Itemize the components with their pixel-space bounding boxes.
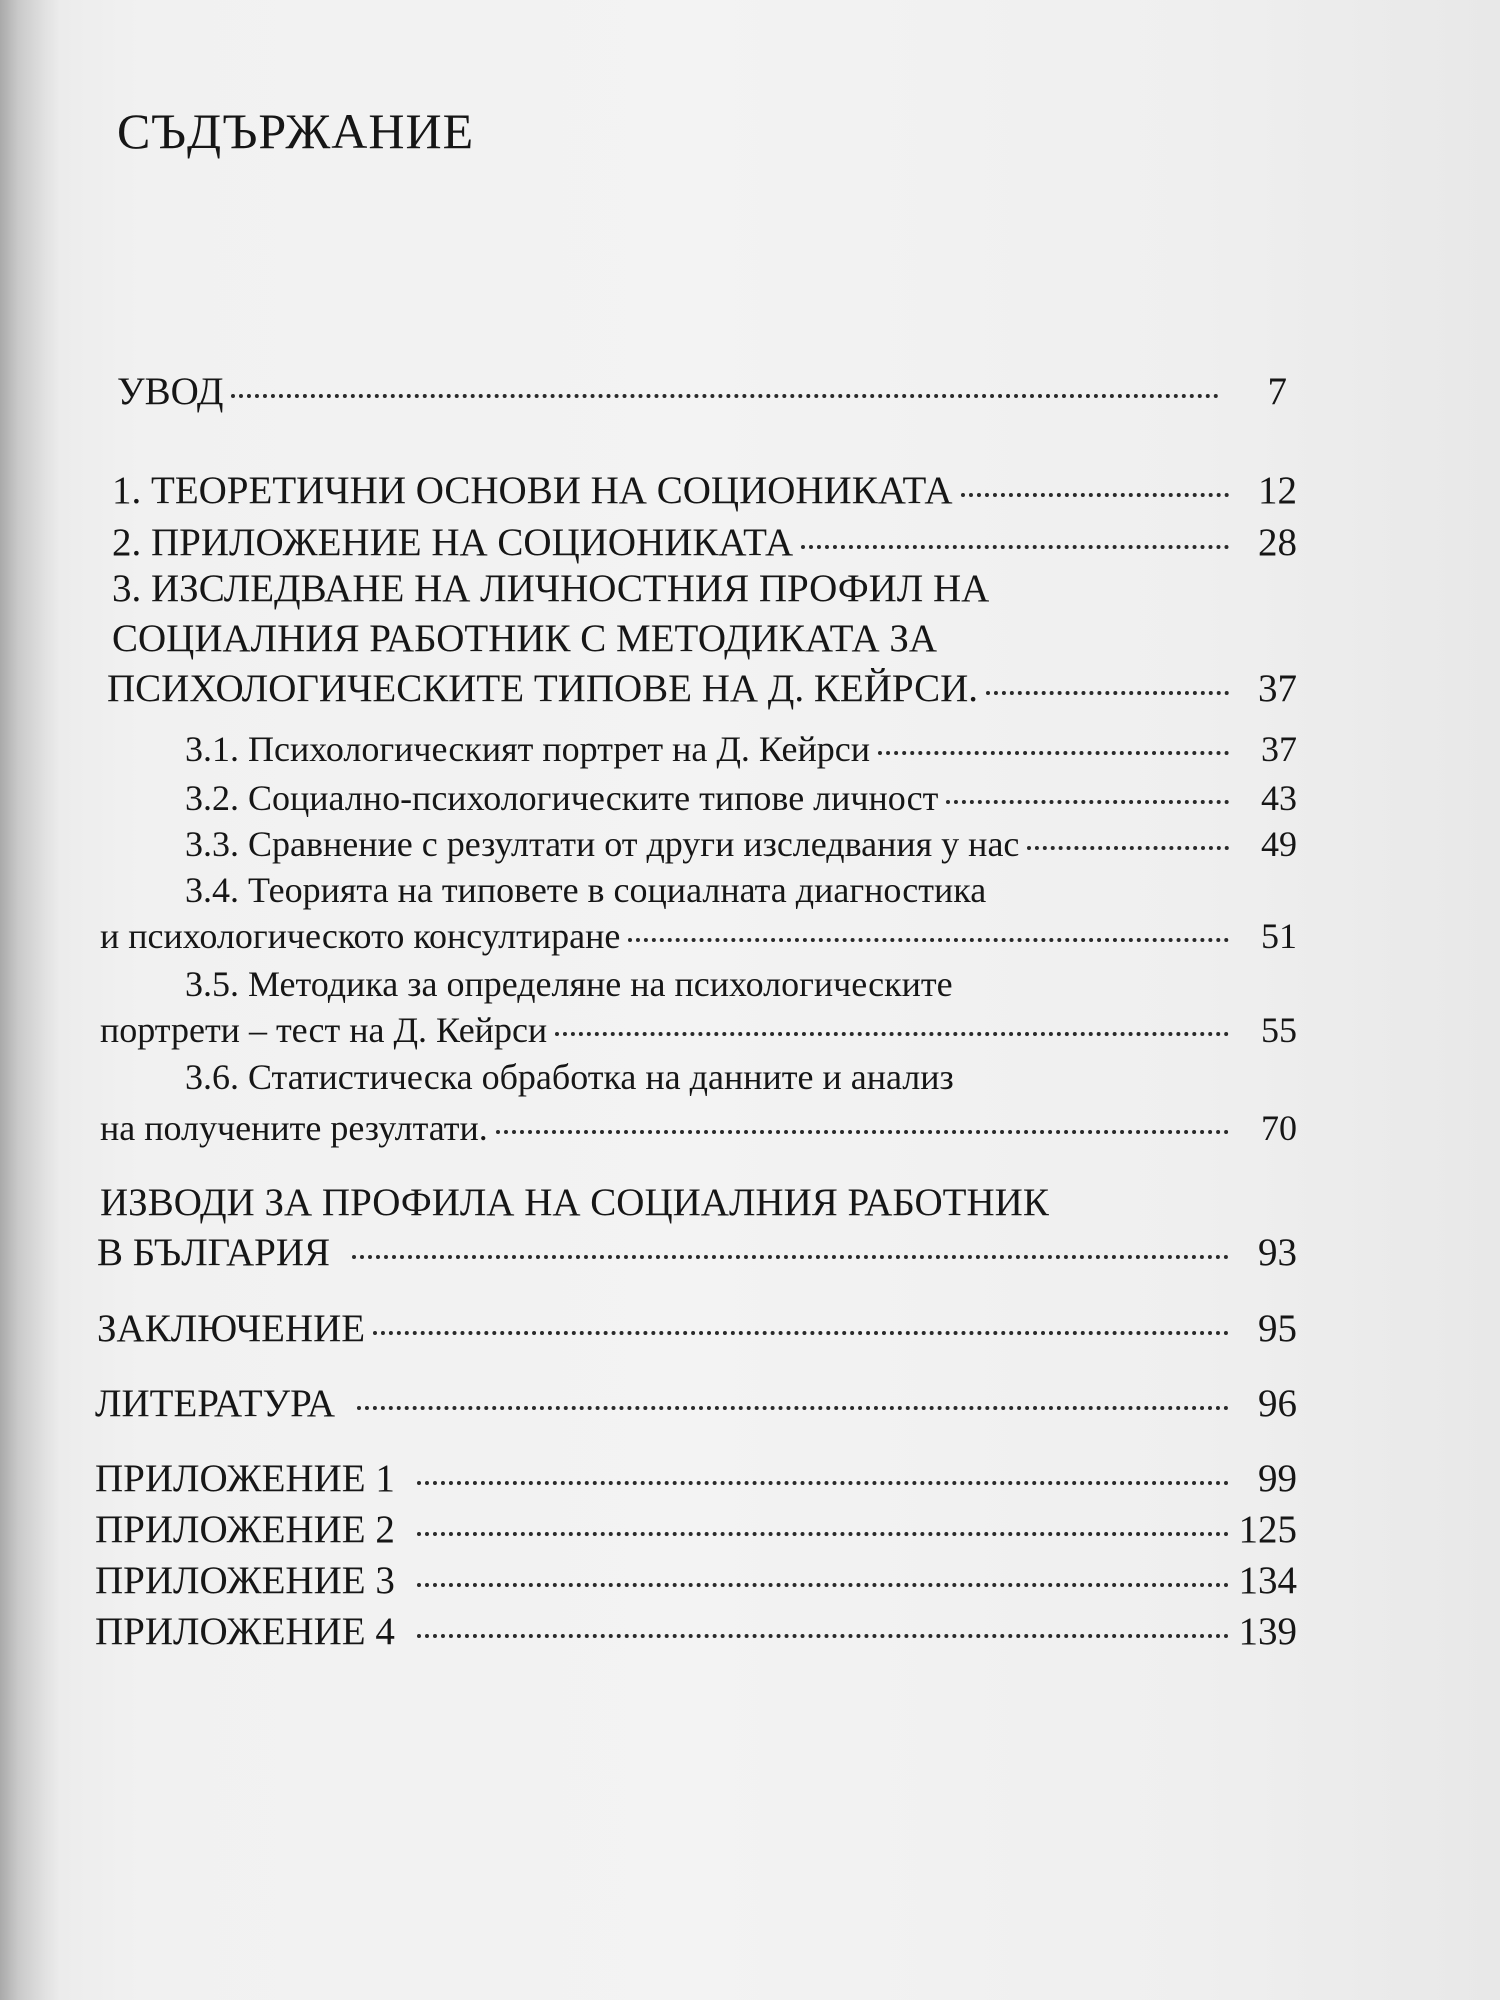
toc-page-number: 70	[1261, 1108, 1297, 1148]
toc-entry-section-3-5	[100, 1012, 1297, 1048]
toc-entry-appendix-2	[95, 1510, 1297, 1549]
toc-page-number: 49	[1261, 824, 1297, 864]
toc-page-number: 99	[1258, 1457, 1297, 1500]
toc-entry-label: 2. ПРИЛОЖЕНИЕ НА СОЦИОНИКАТА	[112, 521, 794, 564]
toc-page-number: 51	[1261, 916, 1297, 956]
toc-entry-chapter-3-line-2: СОЦИАЛНИЯ РАБОТНИК С МЕТОДИКАТА ЗА	[112, 617, 938, 660]
dot-leader	[1027, 846, 1229, 850]
toc-entry-label: на получените резултати.	[100, 1108, 488, 1148]
toc-page-number: 93	[1258, 1231, 1297, 1274]
toc-entry-section-3-6	[100, 1110, 1297, 1146]
toc-entry-label: В БЪЛГАРИЯ	[97, 1231, 330, 1274]
dot-leader	[555, 1032, 1229, 1036]
toc-entry-label: ПРИЛОЖЕНИЕ 2	[95, 1508, 395, 1551]
dot-leader	[417, 1583, 1229, 1587]
toc-entry-appendix-3	[95, 1561, 1297, 1600]
toc-entry-appendix-1	[95, 1459, 1297, 1498]
toc-page-number: 7	[1267, 370, 1287, 413]
toc-page-number: 37	[1261, 729, 1297, 769]
toc-page-number: 12	[1258, 469, 1297, 512]
toc-entry-section-3-6-line-1: 3.6. Статистическа обработка на данните и анализ	[185, 1057, 954, 1097]
toc-entry-label: и психологическото консултиране	[100, 916, 621, 956]
toc-entry-label: 3.1. Психологическият портрет на Д. Кейрси	[185, 729, 871, 769]
dot-leader	[801, 545, 1229, 549]
dot-leader	[496, 1130, 1229, 1134]
toc-page-number: 139	[1238, 1610, 1297, 1653]
toc-entry-label: ПРИЛОЖЕНИЕ 4	[95, 1610, 395, 1653]
dot-leader	[231, 394, 1219, 398]
dot-leader	[373, 1331, 1229, 1335]
toc-entry-label: ЗАКЛЮЧЕНИЕ	[97, 1307, 366, 1350]
toc-entry-label: 1. ТЕОРЕТИЧНИ ОСНОВИ НА СОЦИОНИКАТА	[112, 469, 953, 512]
toc-entry-label: ЛИТЕРАТУРА	[95, 1382, 335, 1425]
toc-entry-label: 3.2. Социално-психологическите типове личност	[185, 778, 939, 818]
toc-entry-label: ПРИЛОЖЕНИЕ 1	[95, 1457, 395, 1500]
toc-page-number: 37	[1258, 667, 1297, 710]
toc-entry-section-3-3	[185, 826, 1297, 862]
toc-page-number: 95	[1258, 1307, 1297, 1350]
toc-entry-label: портрети – тест на Д. Кейрси	[100, 1010, 548, 1050]
toc-page-number: 28	[1258, 521, 1297, 564]
toc-entry-conclusions-line-1: ИЗВОДИ ЗА ПРОФИЛА НА СОЦИАЛНИЯ РАБОТНИК	[100, 1181, 1049, 1224]
toc-entry-section-3-2	[185, 780, 1297, 816]
toc-entry-section-3-1	[185, 731, 1297, 767]
toc-entry-label: ПСИХОЛОГИЧЕСКИТЕ ТИПОВЕ НА Д. КЕЙРСИ.	[107, 667, 979, 710]
toc-entry-closing	[97, 1309, 1297, 1348]
toc-page-number: 125	[1238, 1508, 1297, 1551]
toc-entry-chapter-3	[107, 669, 1297, 708]
toc-page-number: 96	[1258, 1382, 1297, 1425]
dot-leader	[357, 1406, 1229, 1410]
page-title: СЪДЪРЖАНИЕ	[117, 103, 475, 159]
toc-entry-section-3-4-line-1: 3.4. Теорията на типовете в социалната диагностика	[185, 870, 987, 910]
dot-leader	[417, 1634, 1229, 1638]
dot-leader	[417, 1481, 1229, 1485]
toc-entry-chapter-3-line-1: 3. ИЗСЛЕДВАНЕ НА ЛИЧНОСТНИЯ ПРОФИЛ НА	[112, 567, 990, 610]
toc-entry-label: 3.3. Сравнение с резултати от други изследвания у нас	[185, 824, 1020, 864]
toc-page-number: 43	[1261, 778, 1297, 818]
page-binding-shadow	[0, 0, 46, 2000]
toc-entry-chapter-1	[112, 471, 1297, 510]
toc-entry-intro	[117, 372, 1287, 411]
dot-leader	[352, 1255, 1229, 1259]
toc-entry-chapter-2	[112, 523, 1297, 562]
toc-entry-section-3-4	[100, 918, 1297, 954]
dot-leader	[961, 493, 1229, 497]
dot-leader	[628, 938, 1229, 942]
toc-page-number: 55	[1261, 1010, 1297, 1050]
toc-entry-literature	[95, 1384, 1297, 1423]
dot-leader	[878, 751, 1229, 755]
dot-leader	[946, 800, 1229, 804]
toc-entry-label: УВОД	[117, 370, 224, 413]
toc-entry-conclusions	[97, 1233, 1297, 1272]
toc-entry-appendix-4	[95, 1612, 1297, 1651]
dot-leader	[417, 1532, 1229, 1536]
dot-leader	[986, 691, 1229, 695]
toc-page-number: 134	[1238, 1559, 1297, 1602]
toc-entry-label: ПРИЛОЖЕНИЕ 3	[95, 1559, 395, 1602]
toc-entry-section-3-5-line-1: 3.5. Методика за определяне на психологическите	[185, 964, 953, 1004]
